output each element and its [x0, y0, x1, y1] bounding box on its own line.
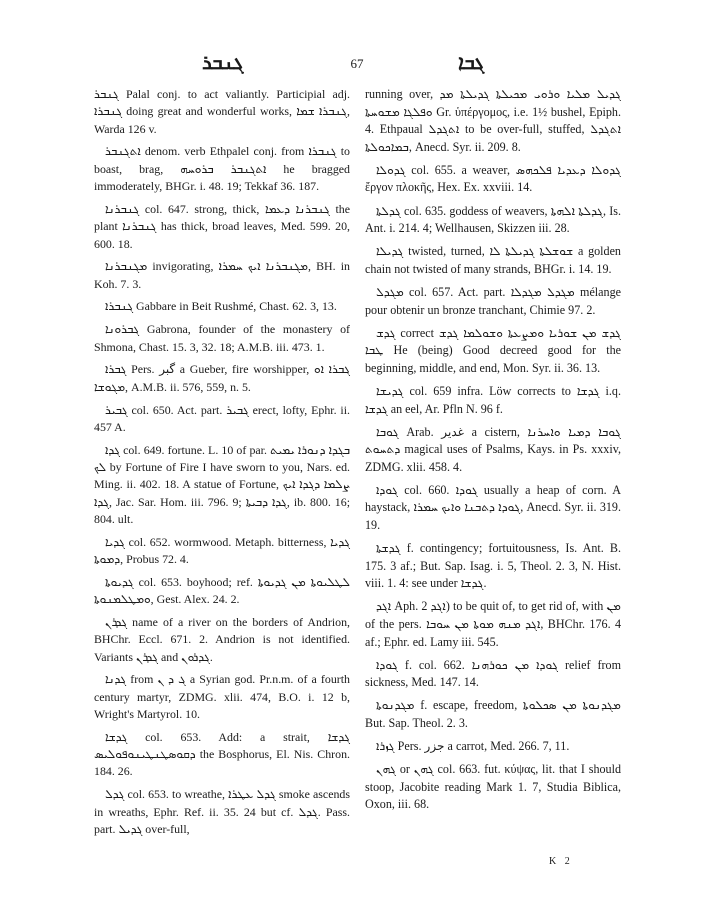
dictionary-entry: ܓܘܒܐ Arab. غدير a cistern, ܓܘܒܐ ܕܡܝܐ ܘܐܚܪܢܐ ܕܬܚܘܬ magical uses of Psalms, Kays. in Ps. xxxiv, ZDMG. xlii. 458. 4. — [365, 424, 621, 474]
dictionary-entry: ܓܘܕܐ f. col. 662. ܓܘܕܐ ܡܢ ܟܘܪܗܢܐ relief from sickness, Med. 147. 14. — [365, 657, 621, 690]
signature-mark: K 2 — [549, 856, 573, 867]
dictionary-entry: ܓܕܝܫܐ col. 659 infra. Löw corrects to ܓܕܫܐ i.q. ܓܕܫܐ an eel, Ar. Pfln N. 96 f. — [365, 383, 621, 416]
dictionary-entry: ܓܕܐ col. 649. fortune. L. 10 of par. ܒܓܕܐ ܕܢܘܪܐ ܝܡܝܬ ܠܟ by Fortune of Fire I have sworn to you, Nars. ed. Ming. ii. 402. 18. A statue of Fortune, ܨܠܡܐ ܕܓܕܐ ܐܝܟ ܓܕܐ, Jac. Sar. Hom. iii. 796. 9; ܓܕܐ ܕܒܝܬܐ, ib. 800. 16; 804. ult. — [94, 442, 350, 526]
dictionary-entry: ܓܕܝܠܐ twisted, turned, ܫܘܫܠܬܐ ܓܕܝܠܬܐ ܠܐ a golden chain not twisted of many strands, BHGr. i. 14. 19. — [365, 244, 621, 276]
dictionary-entry: ܡܓܕܢܘܬܐ f. escape, freedom, ܡܓܕܢܘܬܐ ܡܢ ܣܟܠܘܬܐ But. Sap. Theol. 2. 3. — [365, 698, 621, 730]
dictionary-entry: ܓܕܝܘܬܐ col. 653. boyhood; ref. ܠܛܠܝܘܬܐ ܡܢ ܓܕܝܘܬܐ ܘܡܛܠܡܢܘܬܐ, Gest. Alex. 24. 2. — [94, 574, 351, 607]
right-column — [365, 86, 621, 819]
dictionary-entry: ܓܕܝܐ col. 652. wormwood. Metaph. bitterness, ܓܕܝܐ ܕܡܘܬܐ, Probus 72. 4. — [94, 534, 350, 566]
dictionary-entry: running over, ܓܕܝܠ ܡܠܝܐ ܘܪܘܝ ܡܟܝܠܬܐ ܓܕܝܠܬܐ ܡܕ ܘܦܠܓܐ ܡܫܘܚܬܐ Gr. ὑπέργομος, i.e. 1½ bushel, Epiph. 4. Ethpaual ܐܬܓܕܠ to be over-full, stuffed, ܐܬܓܕܠ ܒܡܐܟܘܠܬܐ, Anecd. Syr. ii. 209. 8. — [365, 87, 622, 154]
dictionary-entry: ܓܕܢܐ from ܓ ܕ ܢ a Syrian god. Pr.n.m. of a fourth century martyr, ZDMG. xlii. 474, B.O. i. 12 b, Wright's Martyrol. 10. — [94, 672, 350, 721]
dictionary-entry: ܓܢܒܪܢܐ col. 647. strong, thick, ܓܢܒܪܢܐ ܕܥܡܐ the plant ܓܢܒܪܢܐ has thick, broad leaves, Med. 599. 20, 600. 18. — [94, 201, 350, 251]
dictionary-entry: ܐܬܓܢܒܪ denom. verb Ethpalel conj. from ܓܢܒܪܐ to boast, brag, ܐܬܓܢܒܪ ܒܪܘܚܗ he bragged immoderately, BHGr. i. 48. 19; Tekkaf 36. 187. — [94, 144, 350, 194]
dictionary-entry: ܓܢܒܪ Palal conj. to act valiantly. Participial adj. ܓܢܒܪܐ doing great and wonderful works, ܓܢܒܪܐ ܫܡܐ, Warda 126 v. — [94, 87, 351, 136]
dictionary-entry: ܓܕܫ correct ܓܕܫ ܡܢ ܫܘܪܝܐ ܘܡܨܥܬܐ ܘܫܘܠܡܐ ܓܕܫ ܛܒܐ He (being) Good decreed good for the beginning, middle, and end, Mon. Syr. ii. 36. 13. — [365, 325, 621, 375]
dictionary-entry: ܓܒܪܐ Pers. گبر a Gueber, fire worshipper, ܓܒܪܐ ܐܘ ܡܓܘܫܐ, A.M.B. ii. 576, 559, n. 5. — [94, 362, 351, 394]
dictionary-entry: ܓܒܪܘܢܐ Gabrona, founder of the monastery of Shmona, Chast. 15. 3, 32. 18; A.M.B. iii. 473. 1. — [94, 322, 350, 354]
dictionary-entry: ܓܗܢ or ܓܗܢ col. 663. fut. κύψας, lit. that I should stoop, Jacobite reading Mark 1. 7, Studia Biblica, Oxon, iii. 68. — [365, 762, 621, 812]
right-running-head: ܓܒܐ — [458, 52, 485, 74]
dictionary-entry: ܡܓܕܠ col. 657. Act. part. ܡܓܕܠ ܡܓܕܠܐ mélange pour obtenir un bronze tranchant, Chimie 97. 2. — [365, 284, 621, 317]
dictionary-entry: ܓܒܝܪ col. 650. Act. part. ܓܒܝܪ erect, lofty, Ephr. ii. 457 A. — [94, 402, 350, 434]
dictionary-entry: ܓܘܕܐ col. 660. ܓܘܕܐ usually a heap of corn. A haystack, ܓܘܕܐ ܕܬܒܢܐ ܘܐܝܟ ܚܡܪܐ, Anecd. Syr. ii. 319. 19. — [365, 482, 621, 533]
dictionary-entry: ܓܕܘܠܐ col. 655. a weaver, ܓܕܘܠܐ ܕܥܕܝܐ ܦܠܟܗܣ ἔργον πλοκῆς, Hex. Ex. xxviii. 14. — [365, 162, 621, 195]
dictionary-entry: ܓܕܪܢ name of a river on the borders of Andrion, BHChr. Eccl. 671. 2. Andrion is not identified. Variants ܓܕܪܢ and ܓܕܪܘܢ. — [94, 614, 350, 664]
dictionary-entry: ܓܕܫܬܐ f. contingency; fortuitousness, Is. Ant. B. 175. 3 af.; But. Sap. Isag. i. 5, Theol. 2. 3, N. Hist. viii. 1. 4: see under ܓܕܫܐ. — [365, 541, 621, 591]
page-number: 67 — [350, 56, 364, 71]
dictionary-entry: ܡܓܢܒܪܢܐ invigorating, ܡܓܢܒܪܢܐ ܐܝܟ ܚܡܪܐ, BH. in Koh. 7. 3. — [94, 259, 350, 291]
dictionary-entry: ܓܢܒܪܐ Gabbare in Beit Rushmé, Chast. 62. 3, 13. — [105, 299, 337, 314]
left-running-head: ܓܢܒܪ — [202, 52, 244, 74]
dictionary-entry: ܓܙܪܐ Pers. جزر a carrot, Med. 266. 7, 11. — [376, 739, 570, 754]
left-column — [94, 86, 350, 844]
dictionary-entry: ܐܓܕ Aph. ܐܓܕ 2) to be quit of, to get rid of, with ܡܢ of the pers. ܐܓܕ ܡܢܗ ܡܘܬܐ ܡܢ ܚܘܒܐ, BHChr. 176. 4 af.; Ephr. ed. Lamy iii. 545. — [365, 599, 622, 649]
dictionary-entry: ܓܕܫܐ col. 653. Add: a strait, ܓܕܫܐ ܕܩܘܣܛܢܛܝܢܘܦܘܠܝܣ the Bosphorus, El. Nis. Chron. 184. 26. — [94, 729, 350, 779]
dictionary-entry: ܓܕܠܬܐ col. 635. goddess of weavers, ܓܕܠܬܐ ܐܠܗܬܐ, Is. Ant. i. 214. 4; Wellhausen, Skizzen iii. 28. — [365, 203, 621, 236]
dictionary-entry: ܓܕܠ col. 653. to wreathe, ܓܕܠ ܥܛܪܐ smoke ascends in wreaths, Ephr. Ref. ii. 35. 24 but cf. ܓܕܠ. Pass. part. ܓܕܝܠ over-full, — [94, 787, 350, 836]
